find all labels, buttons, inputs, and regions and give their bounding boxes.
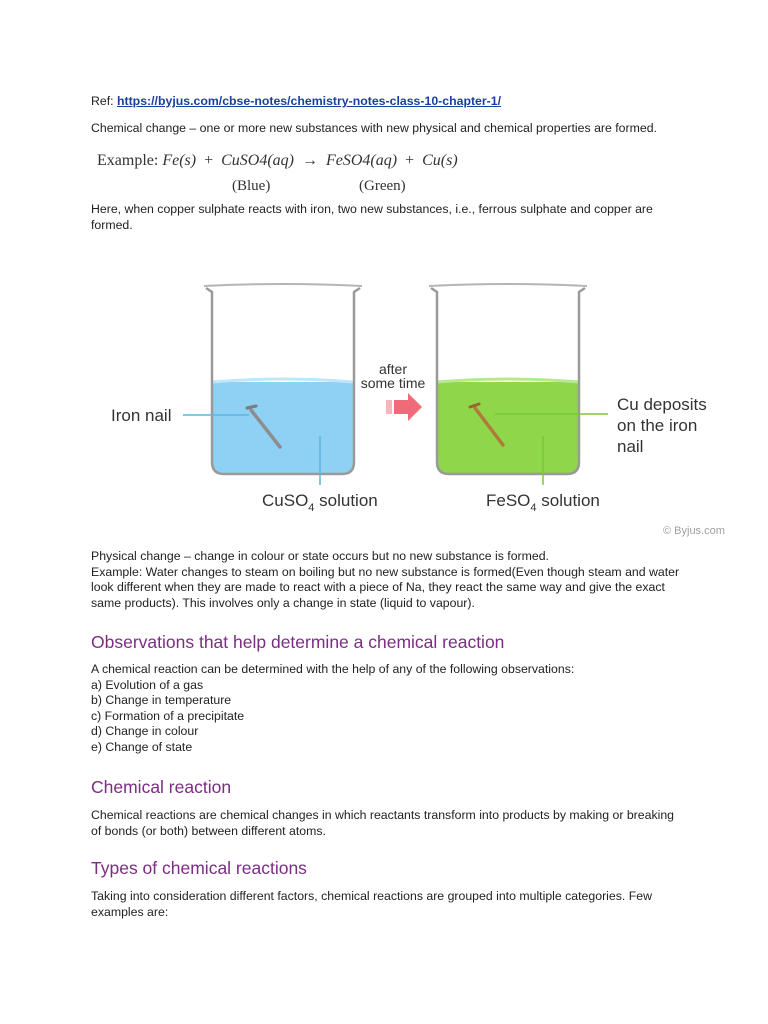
types-text: Taking into consideration different factors, chemical reactions are grouped into multiple categories. Few examples are: <box>91 889 652 919</box>
observations-section <box>91 662 681 755</box>
blue-label: (Blue) <box>232 178 271 194</box>
some-time-label: some time <box>360 375 426 391</box>
cu-deposit-label-line2: on the iron <box>617 416 698 435</box>
observation-item: a) Evolution of a gas <box>91 677 204 692</box>
observation-item: e) Change of state <box>91 739 193 754</box>
chemical-reaction-text: Chemical reactions are chemical changes in which reactants transform into products by making or breaking of bonds (or both) between different atoms. <box>91 808 675 838</box>
beaker-right <box>429 284 587 474</box>
green-solution <box>437 382 579 474</box>
after-label: after <box>378 361 408 377</box>
observation-item: b) Change in temperature <box>91 693 232 707</box>
equation-product-2: Cu(s) <box>422 152 458 169</box>
equation-product-1: FeSO4(aq) <box>326 152 398 169</box>
chemical-reaction-heading: Chemical reaction <box>91 777 232 797</box>
reaction-equation: Example: Fe(s) + CuSO4(aq) → FeSO4(aq) + Cu(s) <box>97 152 458 169</box>
chemical-change-definition: Chemical change – one or more new substances with new physical and chemical properties are formed. <box>91 121 657 135</box>
types-heading: Types of chemical reactions <box>91 858 307 878</box>
cu-deposit-label-line3: nail <box>617 437 644 456</box>
reference-link[interactable]: https://byjus.com/cbse-notes/chemistry-notes-class-10-chapter-1/ <box>116 94 502 108</box>
blue-solution <box>212 382 354 474</box>
physical-change-definition: Physical change – change in colour or state occurs but no new substance is formed. <box>91 549 549 563</box>
observation-item: c) Formation of a precipitate <box>91 708 245 723</box>
physical-change-example: Example: Water changes to steam on boiling but no new substance is formed(Even though steam and water look different when they are made to react with a piece of Na, they react the same way and give the exact same products). This involves only a change in state (liquid to vapour). <box>91 564 680 610</box>
reference-prefix: Ref: <box>91 94 117 108</box>
physical-change-section <box>91 549 681 611</box>
equation-example-label: Example: <box>97 152 163 169</box>
beaker-left <box>204 284 362 474</box>
equation-reactant-2: CuSO4(aq) <box>221 152 294 169</box>
feso4-solution-label: FeSO$_4$ solution <box>486 491 600 514</box>
byjus-credit: © Byjus.com <box>663 525 725 537</box>
chemical-change-explanation: Here, when copper sulphate reacts with iron, two new substances, i.e., ferrous sulphate and copper are formed. <box>91 202 653 232</box>
cu-deposit-label-line1: Cu deposits <box>617 395 707 414</box>
iron-nail-label: Iron nail <box>111 406 172 425</box>
observations-intro: A chemical reaction can be determined with the help of any of the following observations: <box>91 662 575 676</box>
green-label: (Green) <box>359 178 406 194</box>
equation-reactant-1: Fe(s) <box>162 152 197 169</box>
reaction-diagram <box>0 270 768 550</box>
observations-heading: Observations that help determine a chemical reaction <box>91 632 505 652</box>
observation-item: d) Change in colour <box>91 724 199 738</box>
cuso4-solution-label: CuSO$_4$ solution <box>262 491 378 514</box>
reaction-arrow <box>394 393 422 421</box>
reference-line <box>91 94 501 110</box>
